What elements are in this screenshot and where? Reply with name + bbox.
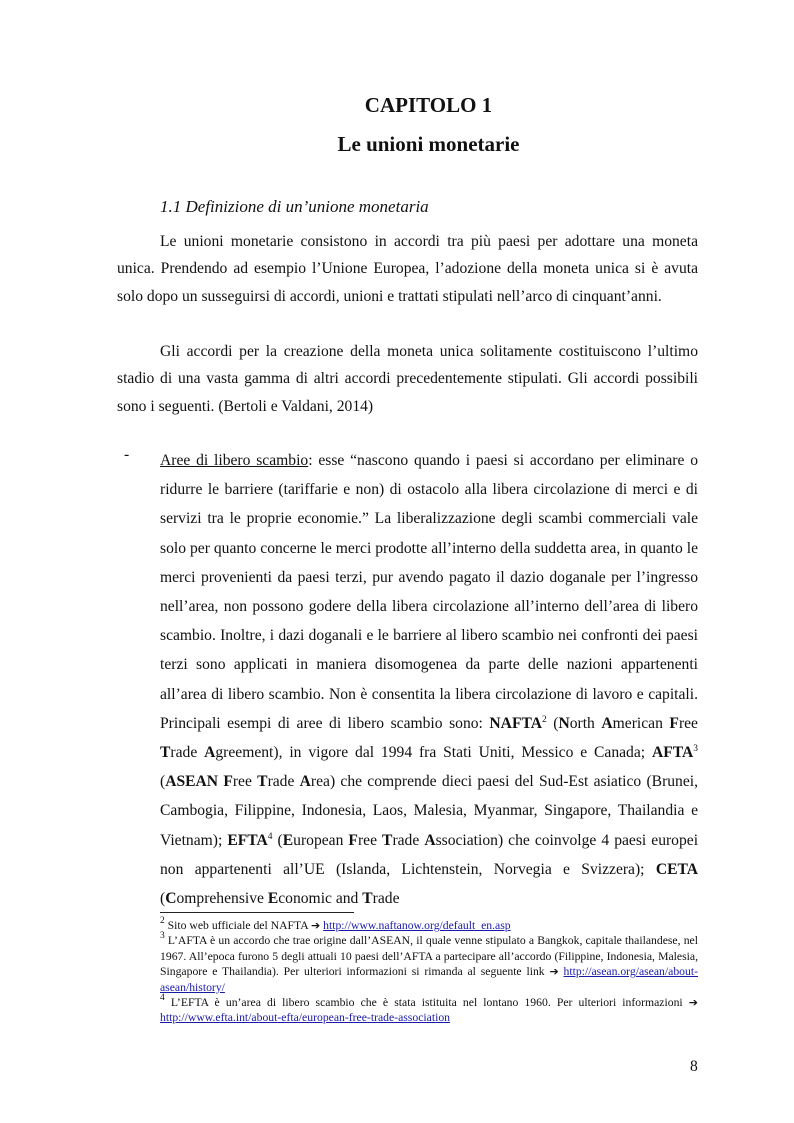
footnote-2: $^2$ Sito web ufficiale del NAFTA ➔ http://www.naftanow.org/default_en.asp — [160, 916, 511, 932]
footnotes — [160, 918, 698, 1026]
footnote-link-efta[interactable]: http://www.efta.int/about-efta/european-free-trade-association — [160, 1011, 451, 1025]
paragraph-2: Gli accordi per la creazione della moneta unica solitamente costituiscono l’ultimo stadio di una vasta gamma di altri accordi precedentemente stipulati. Gli accordi possibili sono i seguenti. (Bertoli e Valdani, 2014) — [117, 343, 698, 415]
ceta-acronym: CETA — [655, 860, 698, 878]
footnote-separator — [160, 912, 354, 913]
section-heading: 1.1 Definizione di un’unione monetaria — [160, 197, 429, 216]
efta-acronym: EFTA — [227, 831, 268, 849]
list-bullet-marker: - — [124, 446, 130, 463]
footnote-3: $^3$ L’AFTA è un accordo che trae origine dall’ASEAN, il quale venne stipulato a Bangkok, capitale thailandese, nel 1967. All’epoca furono 5 degli attuali 10 paesi dell’AFTA a partecipare all’accordo (Filippine, Indonesia, Malesia, Singapore e Thailandia). Per ulteriori informazioni si rimanda al seguente link ➔ http://asean.org/asean/about-asean/history/ — [160, 931, 699, 994]
footnote-ref-4[interactable]: 4 — [267, 831, 273, 842]
footnote-link-nafta[interactable]: http://www.naftanow.org/default_en.asp — [323, 919, 511, 932]
footnote-4: $^4$ L’EFTA è un’area di libero scambio che è stata istituita nel lontano 1960. Per ulteriori informazioni ➔ http://www.efta.int/about-efta/european-free-trade-association — [160, 993, 698, 1025]
afta-acronym: AFTA — [651, 744, 694, 762]
footnote-ref-2[interactable]: 2 — [541, 714, 547, 725]
paragraph-1: Le unioni monetarie consistono in accordi tra più paesi per adottare una moneta unica. Prendendo ad esempio l’Unione Europea, l’adozione della moneta unica si è avuta solo dopo un susseguirsi di accordi, unioni e trattati stipulati nell’arco di cinquant’anni. — [117, 233, 698, 305]
arrow-right-icon: ➔ — [310, 919, 321, 932]
page-number: 8 — [690, 1058, 698, 1075]
list-item-free-trade-areas: Aree di libero scambio: esse “nascono quando i paesi si accordano per eliminare o ridurre le barriere (tariffarie e non) di ostacolo alla libera circolazione di merci e di servizi tra le proprie economie.” La liberalizzazione degli scambi commerciali vale solo per quanto concerne le merci prodotte all’interno della suddetta area, in quanto le merci provenienti da paesi terzi, pur avendo pagato il dazio doganale per l’ingresso nell’area, non possono godere della libera circolazione all’interno dell’area di libero scambio. Inoltre, i dazi doganali e le barriere al libero scambio nei confronti dei paesi terzi sono applicati in maniera disomogenea da parte delle nazioni appartenenti all’area di libero scambio. Non è consentita la libera circolazione di lavoro e capitali. Principali esempi di aree di libero scambio sono: NAFTA$^2$ (North American Free Trade Agreement), in vigore dal 1994 fra Stati Uniti, Messico e Canada; AFTA$^3$ (ASEAN Free Trade Area) che comprende dieci paesi del Sud-Est asiatico (Brunei, Cambogia, Filippine, Indonesia, Laos, Malesia, Myanmar, Singapore, Thailandia e Vietnam); EFTA$^4$ (European Free Trade Association) che coinvolge 4 paesi europei non appartenenti all’UE (Islanda, Lichtenstein, Norvegia e Svizzera); CETA (Comprehensive Economic and Trade — [160, 452, 699, 908]
bullet-term: Aree di libero scambio — [160, 452, 309, 469]
arrow-right-icon: ➔ — [549, 965, 559, 979]
nafta-acronym: NAFTA — [489, 714, 542, 732]
bullet-text: : esse “nascono quando i paesi si accordano per eliminare o ridurre le barriere (tariffarie e non) di ostacolo alla libera circolazione di merci e di servizi tra le proprie economie.” La liberalizzazione degli scambi commerciali vale solo per quanto concerne le merci prodotte all’interno della suddetta area, in quanto le merci provenienti da paesi terzi, pur avendo pagato il dazio doganale per l’ingresso nell’area, non possono godere della libera circolazione all’interno dell’area di libero scambio. Inoltre, i dazi doganali e le barriere al libero scambio nei confronti dei paesi terzi sono applicati in maniera disomogenea da parte delle nazioni appartenenti all’area di libero scambio. Non è consentita la libera circolazione di lavoro e capitali. Principali esempi di aree di libero scambio sono: — [160, 452, 698, 732]
arrow-right-icon: ➔ — [688, 996, 698, 1010]
chapter-title: Le unioni monetarie — [337, 132, 520, 156]
footnote-link-asean[interactable]: http://asean.org/asean/about-asean/history/ — [160, 965, 699, 994]
footnote-ref-3[interactable]: 3 — [693, 744, 699, 755]
chapter-number: CAPITOLO 1 — [364, 93, 493, 117]
